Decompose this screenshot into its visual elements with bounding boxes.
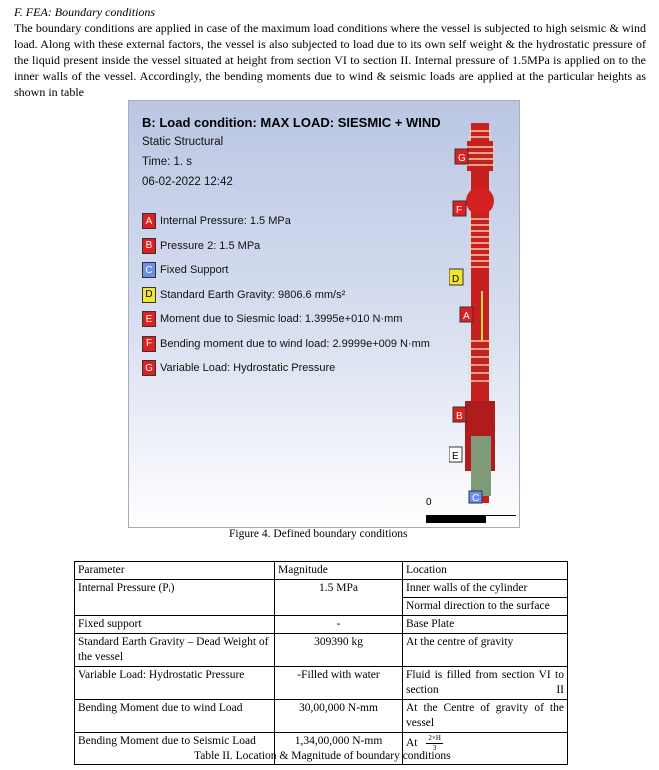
fea-figure <box>128 100 520 528</box>
section-heading: F. FEA: Boundary conditions <box>14 5 156 19</box>
boundary-conditions-table <box>74 561 568 765</box>
top-section <box>467 141 493 171</box>
label-e: E <box>452 451 459 462</box>
cell-parameter: Bending Moment due to Seismic Load <box>75 733 275 765</box>
date-label: 06-02-2022 12:42 <box>142 176 233 188</box>
figure-title: B: Load condition: MAX LOAD: SIESMIC + WIND <box>142 115 441 130</box>
support-skirt <box>471 436 491 496</box>
cell-parameter: Bending Moment due to wind Load <box>75 700 275 733</box>
cell-magnitude: -Filled with water <box>275 667 403 700</box>
figure-caption: Figure 4. Defined boundary conditions <box>229 528 408 540</box>
legend-box-c: C <box>142 262 156 278</box>
cell-magnitude: 1.5 MPa <box>275 580 403 616</box>
legend-label-g: Variable Load: Hydrostatic Pressure <box>160 362 336 375</box>
scale-bar <box>426 497 516 523</box>
legend-label-b: Pressure 2: 1.5 MPa <box>160 239 261 252</box>
cell-location: Inner walls of the cylinder <box>403 580 568 598</box>
label-b: B <box>456 411 463 422</box>
legend-item-e <box>142 307 430 332</box>
section-paragraph: The boundary conditions are applied in case of the maximum load conditions where the vessel is subjected to high seismic & wind load. Along with these external factors, the vessel is also subjected to load due to its own self weight & the hydrostatic pressure of the liquid present inside the vessel situated at height from section VI to section II. Internal pressure of 1.5MPa is applied on to the inner walls of the vessel. Accordingly, the bending moments due to wind & seismic loads are applied at the particular heights as shown in table <box>14 21 646 99</box>
legend-box-a: A <box>142 213 156 229</box>
cell-location: Base Plate <box>403 616 568 634</box>
analysis-type: Static Structural <box>142 136 224 148</box>
legend-box-e: E <box>142 311 156 327</box>
legend-box-d: D <box>142 287 156 303</box>
cell-parameter: Variable Load: Hydrostatic Pressure <box>75 667 275 700</box>
table-row <box>75 580 568 598</box>
cell-location: At the centre of gravity <box>403 634 568 667</box>
scale-black-segment <box>426 515 486 523</box>
header-magnitude: Magnitude <box>275 562 403 580</box>
wind-moment-marker <box>466 187 494 215</box>
cell-location: Normal direction to the surface <box>403 598 568 616</box>
table-header-row <box>75 562 568 580</box>
legend-item-f <box>142 332 430 357</box>
label-c: C <box>472 493 480 504</box>
legend-box-g: G <box>142 360 156 376</box>
cell-location: At the Centre of gravity of the vessel <box>403 700 568 733</box>
scale-zero-label: 0 <box>426 497 432 508</box>
label-d: D <box>452 274 460 285</box>
label-f: F <box>456 205 463 216</box>
legend-item-d <box>142 283 430 308</box>
fraction-denominator: 3 <box>432 744 437 752</box>
cell-parameter: Internal Pressure (Pᵢ) <box>75 580 275 616</box>
legend-label-f: Bending moment due to wind load: 2.9999e+009 N·mm <box>160 337 430 350</box>
scale-white-segment <box>486 515 516 524</box>
header-location: Location <box>403 562 568 580</box>
table-row <box>75 634 568 667</box>
table-row <box>75 700 568 733</box>
cell-parameter: Standard Earth Gravity – Dead Weight of the vessel <box>75 634 275 667</box>
legend-label-a: Internal Pressure: 1.5 MPa <box>160 215 291 228</box>
vessel-model <box>449 101 519 527</box>
legend-box-b: B <box>142 238 156 254</box>
legend-label-d: Standard Earth Gravity: 9806.6 mm/s² <box>160 288 346 301</box>
table-row <box>75 616 568 634</box>
legend-item-b <box>142 234 430 259</box>
time-label: Time: 1. s <box>142 156 193 168</box>
cell-magnitude: 1,34,00,000 N-mm <box>275 733 403 765</box>
legend <box>142 209 430 381</box>
label-a: A <box>463 311 470 322</box>
legend-item-a <box>142 209 430 234</box>
cell-magnitude: - <box>275 616 403 634</box>
legend-box-f: F <box>142 336 156 352</box>
fraction-numerator: 2×H <box>428 734 441 742</box>
header-parameter: Parameter <box>75 562 275 580</box>
legend-item-g <box>142 356 430 381</box>
legend-label-c: Fixed Support <box>160 264 229 277</box>
cell-magnitude: 309390 kg <box>275 634 403 667</box>
table-row <box>75 667 568 700</box>
label-g: G <box>458 153 466 164</box>
cell-magnitude: 30,00,000 N-mm <box>275 700 403 733</box>
legend-item-c <box>142 258 430 283</box>
cell-location: Fluid is filled from section VI to section II <box>403 667 568 700</box>
cell-parameter: Fixed support <box>75 616 275 634</box>
at-label: At <box>406 737 418 750</box>
legend-label-e: Moment due to Siesmic load: 1.3995e+010 N·mm <box>160 313 403 326</box>
table-caption: Table II. Location & Magnitude of boundary conditions <box>194 750 451 762</box>
